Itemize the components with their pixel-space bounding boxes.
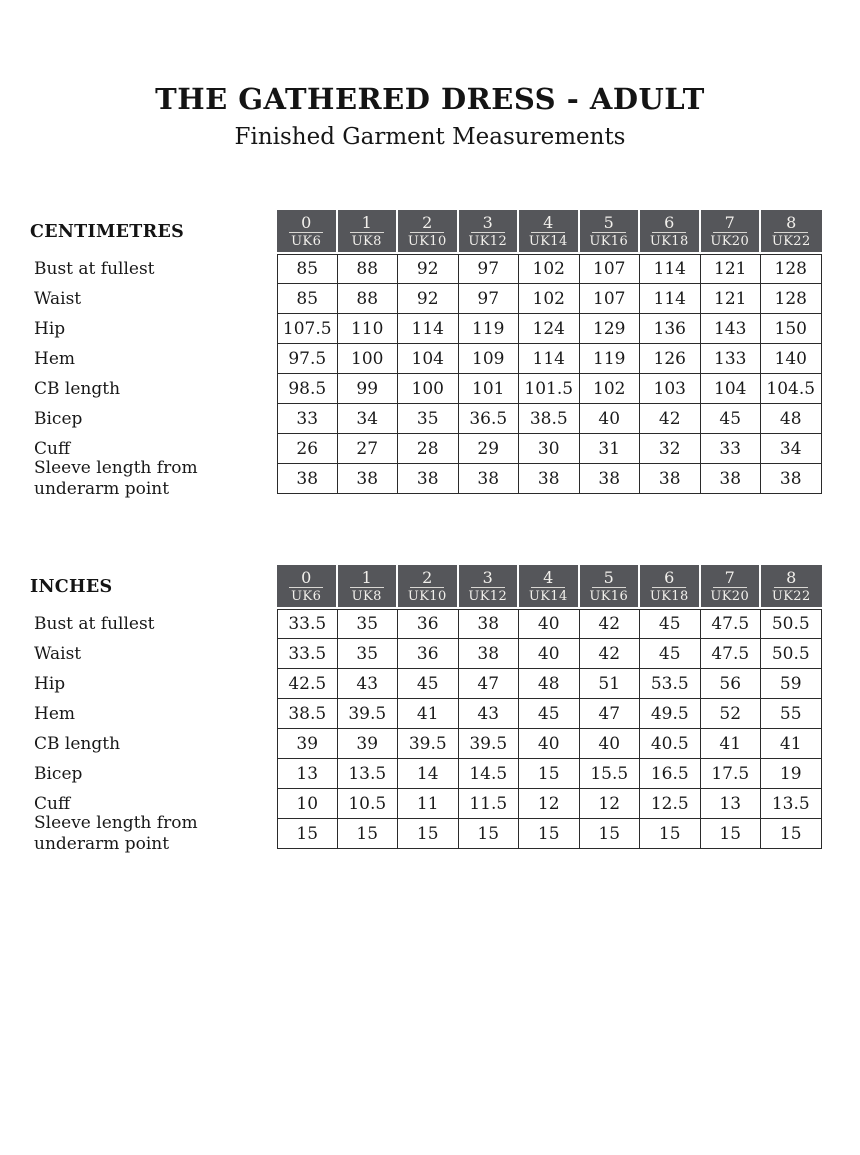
value-cell: 26 xyxy=(277,434,338,464)
value-cell: 27 xyxy=(338,434,399,464)
size-uk-label: UK20 xyxy=(710,233,750,249)
size-uk-label: UK10 xyxy=(407,233,447,249)
value-cell: 15 xyxy=(640,819,701,849)
value-cell: 119 xyxy=(580,344,641,374)
value-cell: 39.5 xyxy=(338,699,399,729)
value-cell: 48 xyxy=(761,404,822,434)
value-cell: 107.5 xyxy=(277,314,338,344)
value-cell: 88 xyxy=(338,254,399,284)
size-number: 2 xyxy=(410,214,444,233)
size-number: 1 xyxy=(350,214,384,233)
size-header-cell xyxy=(338,565,399,609)
row-label: CB length xyxy=(34,733,121,754)
value-cell: 140 xyxy=(761,344,822,374)
value-cell: 40.5 xyxy=(640,729,701,759)
value-cell: 38 xyxy=(459,639,520,669)
value-cell: 92 xyxy=(398,284,459,314)
size-header-cell xyxy=(761,210,822,254)
value-cell: 32 xyxy=(640,434,701,464)
value-cell: 45 xyxy=(701,404,762,434)
section-label: INCHES xyxy=(30,577,113,597)
value-cell: 88 xyxy=(338,284,399,314)
value-cell: 107 xyxy=(580,284,641,314)
size-number: 5 xyxy=(592,214,626,233)
value-cell: 59 xyxy=(761,669,822,699)
row-label: Hem xyxy=(34,703,76,724)
value-cell: 35 xyxy=(338,639,399,669)
size-header-cell xyxy=(459,210,520,254)
inches-section xyxy=(28,565,822,854)
value-cell: 143 xyxy=(701,314,762,344)
size-number: 6 xyxy=(652,569,686,588)
value-cell: 15 xyxy=(519,819,580,849)
value-cell: 42 xyxy=(580,639,641,669)
value-cell: 11.5 xyxy=(459,789,520,819)
row-label: Sleeve length from underarm point xyxy=(34,813,198,854)
size-uk-label: UK12 xyxy=(468,588,508,604)
value-cell: 92 xyxy=(398,254,459,284)
value-cell: 40 xyxy=(519,729,580,759)
row-label: Bicep xyxy=(34,763,83,784)
value-cell: 12 xyxy=(580,789,641,819)
value-cell: 47.5 xyxy=(701,639,762,669)
value-cell: 15.5 xyxy=(580,759,641,789)
value-cell: 119 xyxy=(459,314,520,344)
value-cell: 15 xyxy=(761,819,822,849)
size-uk-label: UK12 xyxy=(468,233,508,249)
size-header-cell xyxy=(580,565,641,609)
value-cell: 13 xyxy=(701,789,762,819)
value-cell: 41 xyxy=(761,729,822,759)
value-cell: 38 xyxy=(338,464,399,494)
value-cell: 47 xyxy=(580,699,641,729)
value-cell: 38 xyxy=(519,464,580,494)
size-number: 0 xyxy=(289,569,323,588)
value-cell: 133 xyxy=(701,344,762,374)
size-header-cell xyxy=(640,210,701,254)
value-cell: 10.5 xyxy=(338,789,399,819)
value-cell: 45 xyxy=(398,669,459,699)
size-header-cell xyxy=(761,565,822,609)
inches-table xyxy=(28,565,822,854)
row-label: Hem xyxy=(34,348,76,369)
value-cell: 45 xyxy=(519,699,580,729)
value-cell: 114 xyxy=(640,284,701,314)
value-cell: 39.5 xyxy=(459,729,520,759)
value-cell: 41 xyxy=(398,699,459,729)
size-uk-label: UK8 xyxy=(351,588,382,604)
value-cell: 33 xyxy=(701,434,762,464)
value-cell: 104 xyxy=(701,374,762,404)
value-cell: 15 xyxy=(519,759,580,789)
value-cell: 43 xyxy=(459,699,520,729)
value-cell: 45 xyxy=(640,639,701,669)
value-cell: 36 xyxy=(398,639,459,669)
value-cell: 39.5 xyxy=(398,729,459,759)
row-label: Cuff xyxy=(34,438,71,459)
value-cell: 10 xyxy=(277,789,338,819)
value-cell: 34 xyxy=(338,404,399,434)
value-cell: 150 xyxy=(761,314,822,344)
size-uk-label: UK8 xyxy=(351,233,382,249)
value-cell: 12.5 xyxy=(640,789,701,819)
value-cell: 85 xyxy=(277,284,338,314)
value-cell: 104 xyxy=(398,344,459,374)
value-cell: 15 xyxy=(701,819,762,849)
size-header-cell xyxy=(277,210,338,254)
value-cell: 128 xyxy=(761,284,822,314)
size-header-cell xyxy=(580,210,641,254)
value-cell: 12 xyxy=(519,789,580,819)
size-uk-label: UK16 xyxy=(589,233,629,249)
size-uk-label: UK18 xyxy=(649,588,689,604)
value-cell: 52 xyxy=(701,699,762,729)
row-label: Bicep xyxy=(34,408,83,429)
row-label: Cuff xyxy=(34,793,71,814)
section-label: CENTIMETRES xyxy=(30,222,185,242)
size-number: 4 xyxy=(531,569,565,588)
size-header-cell xyxy=(398,565,459,609)
value-cell: 126 xyxy=(640,344,701,374)
value-cell: 129 xyxy=(580,314,641,344)
value-cell: 15 xyxy=(338,819,399,849)
value-cell: 40 xyxy=(580,729,641,759)
size-uk-label: UK20 xyxy=(710,588,750,604)
value-cell: 85 xyxy=(277,254,338,284)
value-cell: 19 xyxy=(761,759,822,789)
value-cell: 43 xyxy=(338,669,399,699)
value-cell: 14.5 xyxy=(459,759,520,789)
size-header-cell xyxy=(640,565,701,609)
row-label: Bust at fullest xyxy=(34,258,155,279)
value-cell: 114 xyxy=(398,314,459,344)
value-cell: 15 xyxy=(580,819,641,849)
value-cell: 31 xyxy=(580,434,641,464)
value-cell: 35 xyxy=(398,404,459,434)
size-header-cell xyxy=(459,565,520,609)
size-number: 8 xyxy=(774,214,808,233)
value-cell: 104.5 xyxy=(761,374,822,404)
size-uk-label: UK16 xyxy=(589,588,629,604)
value-cell: 13 xyxy=(277,759,338,789)
centimetres-section xyxy=(28,210,822,499)
value-cell: 15 xyxy=(459,819,520,849)
value-cell: 15 xyxy=(277,819,338,849)
value-cell: 136 xyxy=(640,314,701,344)
value-cell: 45 xyxy=(640,609,701,639)
value-cell: 56 xyxy=(701,669,762,699)
value-cell: 16.5 xyxy=(640,759,701,789)
size-header-cell xyxy=(519,565,580,609)
size-number: 6 xyxy=(652,214,686,233)
value-cell: 13.5 xyxy=(761,789,822,819)
value-cell: 38 xyxy=(398,464,459,494)
value-cell: 97 xyxy=(459,284,520,314)
page-title: THE GATHERED DRESS - ADULT xyxy=(155,82,705,116)
value-cell: 48 xyxy=(519,669,580,699)
value-cell: 13.5 xyxy=(338,759,399,789)
value-cell: 121 xyxy=(701,254,762,284)
size-uk-label: UK6 xyxy=(291,588,322,604)
value-cell: 14 xyxy=(398,759,459,789)
value-cell: 35 xyxy=(338,609,399,639)
centimetres-table xyxy=(28,210,822,499)
value-cell: 40 xyxy=(580,404,641,434)
value-cell: 30 xyxy=(519,434,580,464)
value-cell: 109 xyxy=(459,344,520,374)
value-cell: 33.5 xyxy=(277,609,338,639)
value-cell: 38 xyxy=(580,464,641,494)
value-cell: 128 xyxy=(761,254,822,284)
value-cell: 49.5 xyxy=(640,699,701,729)
row-label: Hip xyxy=(34,318,66,339)
size-uk-label: UK10 xyxy=(407,588,447,604)
value-cell: 38.5 xyxy=(277,699,338,729)
size-number: 8 xyxy=(774,569,808,588)
value-cell: 102 xyxy=(580,374,641,404)
size-number: 2 xyxy=(410,569,444,588)
size-number: 1 xyxy=(350,569,384,588)
size-uk-label: UK6 xyxy=(291,233,322,249)
value-cell: 40 xyxy=(519,609,580,639)
row-label: Waist xyxy=(34,288,82,309)
value-cell: 29 xyxy=(459,434,520,464)
value-cell: 38 xyxy=(701,464,762,494)
value-cell: 110 xyxy=(338,314,399,344)
value-cell: 107 xyxy=(580,254,641,284)
value-cell: 15 xyxy=(398,819,459,849)
value-cell: 38 xyxy=(277,464,338,494)
value-cell: 103 xyxy=(640,374,701,404)
size-uk-label: UK22 xyxy=(771,588,811,604)
size-number: 4 xyxy=(531,214,565,233)
value-cell: 17.5 xyxy=(701,759,762,789)
value-cell: 34 xyxy=(761,434,822,464)
value-cell: 47.5 xyxy=(701,609,762,639)
size-uk-label: UK14 xyxy=(528,233,568,249)
value-cell: 100 xyxy=(338,344,399,374)
value-cell: 100 xyxy=(398,374,459,404)
value-cell: 114 xyxy=(519,344,580,374)
value-cell: 39 xyxy=(338,729,399,759)
value-cell: 38 xyxy=(761,464,822,494)
value-cell: 101 xyxy=(459,374,520,404)
value-cell: 42.5 xyxy=(277,669,338,699)
size-uk-label: UK22 xyxy=(771,233,811,249)
value-cell: 124 xyxy=(519,314,580,344)
size-header-cell xyxy=(701,565,762,609)
value-cell: 97 xyxy=(459,254,520,284)
size-uk-label: UK18 xyxy=(649,233,689,249)
value-cell: 36.5 xyxy=(459,404,520,434)
row-label: Hip xyxy=(34,673,66,694)
size-header-cell xyxy=(338,210,399,254)
size-number: 3 xyxy=(471,569,505,588)
size-number: 7 xyxy=(713,214,747,233)
row-label: Waist xyxy=(34,643,82,664)
value-cell: 36 xyxy=(398,609,459,639)
value-cell: 11 xyxy=(398,789,459,819)
row-label: Bust at fullest xyxy=(34,613,155,634)
value-cell: 51 xyxy=(580,669,641,699)
row-label: Sleeve length from underarm point xyxy=(34,458,198,499)
size-number: 5 xyxy=(592,569,626,588)
value-cell: 47 xyxy=(459,669,520,699)
value-cell: 50.5 xyxy=(761,609,822,639)
value-cell: 39 xyxy=(277,729,338,759)
value-cell: 50.5 xyxy=(761,639,822,669)
value-cell: 33.5 xyxy=(277,639,338,669)
value-cell: 101.5 xyxy=(519,374,580,404)
value-cell: 33 xyxy=(277,404,338,434)
value-cell: 28 xyxy=(398,434,459,464)
size-number: 3 xyxy=(471,214,505,233)
value-cell: 38 xyxy=(459,609,520,639)
size-header-cell xyxy=(277,565,338,609)
value-cell: 40 xyxy=(519,639,580,669)
value-cell: 38 xyxy=(459,464,520,494)
size-header-cell xyxy=(701,210,762,254)
size-uk-label: UK14 xyxy=(528,588,568,604)
page-subtitle: Finished Garment Measurements xyxy=(234,124,626,150)
value-cell: 102 xyxy=(519,284,580,314)
value-cell: 98.5 xyxy=(277,374,338,404)
value-cell: 42 xyxy=(580,609,641,639)
size-header-cell xyxy=(519,210,580,254)
value-cell: 99 xyxy=(338,374,399,404)
size-number: 7 xyxy=(713,569,747,588)
value-cell: 114 xyxy=(640,254,701,284)
value-cell: 42 xyxy=(640,404,701,434)
size-number: 0 xyxy=(289,214,323,233)
value-cell: 38.5 xyxy=(519,404,580,434)
row-label: CB length xyxy=(34,378,121,399)
value-cell: 38 xyxy=(640,464,701,494)
value-cell: 97.5 xyxy=(277,344,338,374)
value-cell: 41 xyxy=(701,729,762,759)
value-cell: 121 xyxy=(701,284,762,314)
value-cell: 53.5 xyxy=(640,669,701,699)
value-cell: 55 xyxy=(761,699,822,729)
size-header-cell xyxy=(398,210,459,254)
value-cell: 102 xyxy=(519,254,580,284)
